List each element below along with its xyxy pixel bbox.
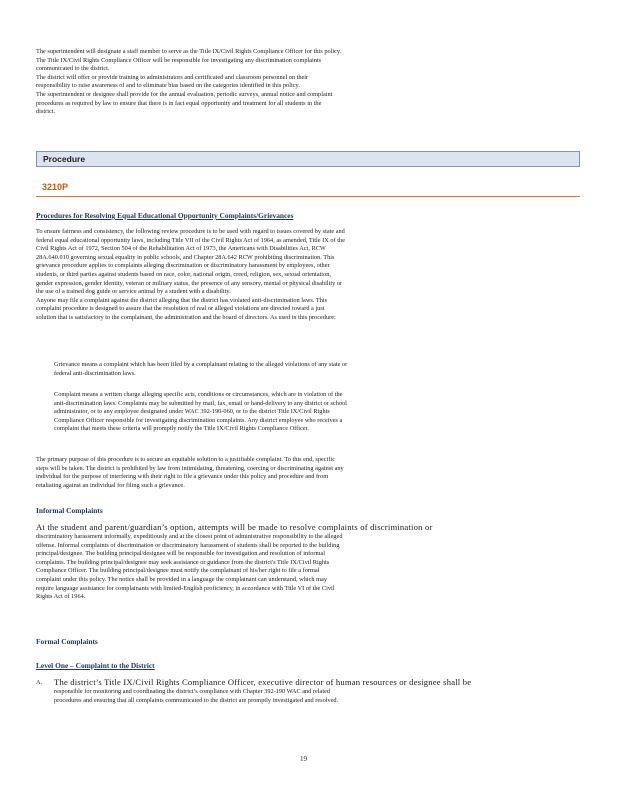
item-lead: The district’s Title IX/Civil Rights Compliance Officer, executive director of human resources or designee shall be <box>54 677 472 687</box>
body-line: retaliating against an individual for filing such a grievance. <box>36 481 185 489</box>
body-line: Rights Act of 1964. <box>36 593 86 601</box>
intro-line: communicated to the district. <box>36 65 110 73</box>
body-line: require language assistance for complainants with limited-English proficiency, in accordance with Title VI of the Civil <box>36 584 335 592</box>
body-line: Civil Rights Act of 1972, Section 504 of the Rehabilitation Act of 1973, the Americans with Disabilities Act, RCW <box>36 245 326 253</box>
body-line: To ensure fairness and consistency, the following review procedure is to be used with regard to issues covered by state and <box>36 228 345 235</box>
paragraph-scope <box>36 228 556 323</box>
bullet-line: Grievance means a complaint which has been filed by a complainant relating to the alleged violations of any state or <box>54 361 348 368</box>
body-line: complaint under this policy. The notice shall be provided in a language the complainant can understand, which may <box>36 575 327 583</box>
body-line: The primary purpose of this procedure is to secure an equitable solution to a justifiable complaint. To this end, specific <box>36 456 335 463</box>
divider <box>36 196 580 197</box>
body-line: principal/designee. The building principal/designee will be responsible for investigation and resolution of informal <box>36 550 325 558</box>
body-line: gender expression, gender identity, veteran or military status, the presence of any sensory, mental or physical disability or <box>36 279 343 287</box>
bullet-line: Complaint means a written charge alleging specific acts, conditions or circumstances, which are in violation of the <box>54 391 343 398</box>
intro-line: The Title IX/Civil Rights Compliance Officer will be responsible for investigating any discrimination complaints <box>36 56 322 64</box>
procedure-code: 3210P <box>42 182 69 192</box>
item-letter: A. <box>36 679 43 686</box>
informal-lead: At the student and parent/guardian’s option, attempts will be made to resolve complaints of discrimination or <box>36 522 433 532</box>
informal-complaints-body <box>36 522 581 602</box>
informal-complaints-heading: Informal Complaints <box>36 506 103 515</box>
body-line: procedures and ensuring that all complaints communicated to the district are promptly investigated and resolved. <box>54 696 339 704</box>
procedure-section-bar <box>36 151 580 167</box>
body-line: complaints. The building principal/designee may seek assistance or guidance from the district's Title IX/Civil Rights <box>36 558 330 566</box>
page-number: 19 <box>300 755 307 763</box>
bullet-line: anti-discrimination laws. Complaints may be submitted by mail, fax, email or hand-delivery to any district or school <box>54 399 347 407</box>
paragraph-purpose <box>36 456 556 490</box>
body-line: the use of a trained dog guide or service animal by a student with a disability. <box>36 288 231 296</box>
intro-line: district. <box>36 108 56 116</box>
intro-line: The superintendent or designee shall provide for the annual evaluation, periodic surveys, annual notice and complaint <box>36 90 333 98</box>
intro-paragraph <box>36 48 556 117</box>
procedure-title: Procedures for Resolving Equal Educational Opportunity Complaints/Grievances <box>36 211 294 220</box>
body-line: steps will be taken. The district is prohibited by law from intimidating, threatening, coercing or discriminating against any <box>36 464 344 472</box>
bullet-line: Compliance Officer responsible for investigating discrimination complaints. Any district employee who receives a <box>54 416 343 424</box>
body-line: grievance procedure applies to complaints alleging discrimination or discriminatory harassment by employees, other <box>36 262 330 270</box>
body-line: solution that is satisfactory to the complainant, the administration and the board of directors. As used in this procedure: <box>36 313 336 321</box>
formal-complaints-heading: Formal Complaints <box>36 637 98 646</box>
intro-line: The superintendent will designate a staff member to serve as the Title IX/Civil Rights Compliance Officer for this policy. <box>36 48 342 55</box>
body-line: Compliance Officer. The building principal/designee must notify the complainant of his/her right to file a formal <box>36 567 320 575</box>
body-line: offense. Informal complaints of discrimination or discriminatory harassment of students shall be reported to the building <box>36 541 340 549</box>
intro-line: procedures as required by law to ensure that there is in fact equal opportunity and treatment for all students in the <box>36 99 322 107</box>
body-line: 28A.640.010 governing sexual equality in public schools, and Chapter 28A.642 RCW prohibiting discrimination. This <box>36 253 335 261</box>
intro-line: The district will offer or provide training to administrators and certificated and classroom personnel on their <box>36 73 309 81</box>
level-one-heading: Level One – Complaint to the District <box>36 661 155 670</box>
body-line: responsible for monitoring and coordinating the district’s compliance with Chapter 392-190 WAC and related <box>54 688 331 695</box>
body-line: Anyone may file a complaint against the district alleging that the district has violated anti-discrimination laws. This <box>36 296 328 304</box>
body-line: complaint procedure is designed to assure that the resolution of real or alleged violations are directed toward a just <box>36 305 325 313</box>
body-line: students, or third parties against students based on race, color, national origin, creed, religion, sex, sexual orientation, <box>36 270 331 278</box>
bullet-line: administrator, or to any employee designated under WAC 392-190-060, or to the district Title IX/Civil Rights <box>54 408 330 416</box>
bullet-line: complaint that meets these criteria will promptly notify the Title IX/Civil Rights Compliance Officer. <box>54 425 309 433</box>
body-line: discriminatory harassment informally, expeditiously and at the closest point of administrative responsibility to the alleged <box>36 533 343 540</box>
intro-line: responsibility to raise awareness of and to eliminate bias based on the categories identified in this policy. <box>36 82 300 90</box>
body-line: individual for the purpose of interfering with their right to file a grievance under this policy and procedure and from <box>36 473 329 481</box>
section-title: Procedure <box>43 154 86 164</box>
body-line: federal equal educational opportunity laws, including Title VII of the Civil Rights Act of 1964, as amended, Title IX of the <box>36 236 345 244</box>
bullet-line: federal anti-discrimination laws. <box>54 369 136 377</box>
